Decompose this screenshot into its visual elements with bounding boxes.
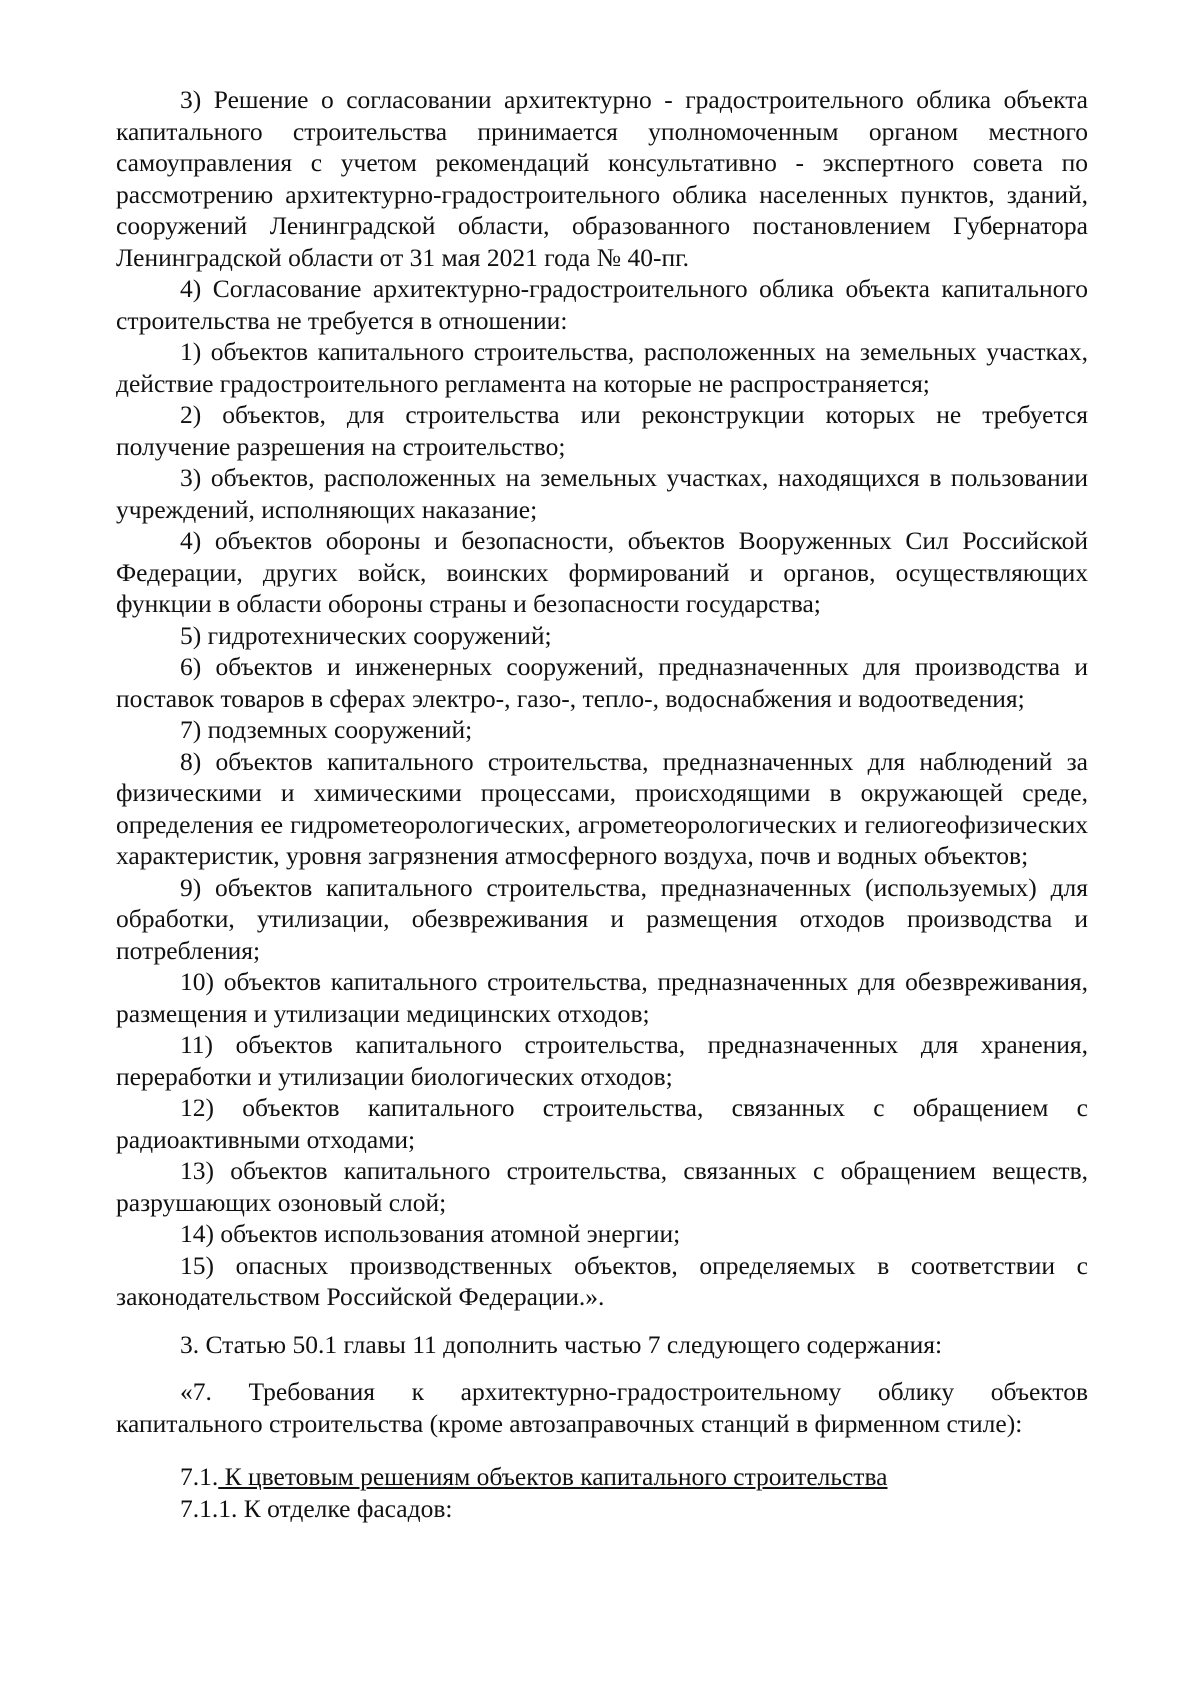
list-item: 13) объектов капитального строительства, связанных с обращением веществ, разрушающих озоновый слой; (116, 1156, 1088, 1217)
list-item: 11) объектов капитального строительства, предназначенных для хранения, переработки и утилизации биологических отходов; (116, 1030, 1088, 1091)
list-item: 10) объектов капитального строительства, предназначенных для обезвреживания, размещения и утилизации медицинских отходов; (116, 967, 1088, 1028)
list-item: 3) объектов, расположенных на земельных участках, находящихся в пользовании учреждений, исполняющих наказание; (116, 463, 1088, 524)
section-title: К цветовым решениям объектов капитального строительства (218, 1462, 888, 1491)
list-item: 2) объектов, для строительства или реконструкции которых не требуется получение разрешения на строительство; (116, 400, 1088, 461)
section-heading (116, 1461, 1088, 1493)
list-item: 14) объектов использования атомной энергии; (180, 1219, 681, 1248)
paragraph-3-decision: 3) Решение о согласовании архитектурно - градостроительного облика объекта капитального строительства принимается уполномоченным органом местного самоуправления с учетом рекомендаций консультативно - экспертного совета по рассмотрению архитектурно-градостроительного облика населенных пунктов, зданий, сооружений Ленинградской области, образованного постановлением Губернатора Ленинградской области от 31 мая 2021 года № 40-пг. (116, 85, 1088, 272)
list-item: 4) объектов обороны и безопасности, объектов Вооруженных Сил Российской Федерации, других войск, воинских формирований и органов, осуществляющих функции в области обороны страны и безопасности государства; (116, 526, 1088, 618)
paragraph-requirements-intro: «7. Требования к архитектурно-градостроительному облику объектов капитального строительства (кроме автозаправочных станций в фирменном стиле): (116, 1377, 1088, 1438)
section-number: 7.1. (180, 1462, 219, 1491)
paragraph-4-exemptions: 4) Согласование архитектурно-градостроительного облика объекта капитального строительства не требуется в отношении: (116, 274, 1088, 335)
paragraph-article-amendment: 3. Статью 50.1 главы 11 дополнить частью 7 следующего содержания: (180, 1329, 943, 1359)
list-item: 1) объектов капитального строительства, расположенных на земельных участках, действие градостроительного регламента на которые не распространяется; (116, 337, 1088, 398)
subsection-heading: 7.1.1. К отделке фасадов: (180, 1493, 453, 1523)
list-item: 6) объектов и инженерных сооружений, предназначенных для производства и поставок товаров в сферах электро-, газо-, тепло-, водоснабжения и водоотведения; (116, 652, 1088, 713)
list-item: 9) объектов капитального строительства, предназначенных (используемых) для обработки, утилизации, обезвреживания и размещения отходов производства и потребления; (116, 872, 1088, 965)
list-item: 8) объектов капитального строительства, предназначенных для наблюдений за физическими и химическими процессами, происходящими в окружающей среде, определения ее гидрометеорологических, агрометеорологических и гелиогеофизических характеристик, уровня загрязнения атмосферного воздуха, почв и водных объектов; (116, 746, 1088, 870)
list-item: 7) подземных сооружений; (180, 715, 473, 744)
list-item: 12) объектов капитального строительства, связанных с обращением с радиоактивными отходами; (116, 1093, 1088, 1154)
document-page (116, 84, 1088, 1524)
list-item: 5) гидротехнических сооружений; (180, 620, 552, 650)
list-item: 15) опасных производственных объектов, определяемых в соответствии с законодательством Российской Федерации.». (116, 1250, 1088, 1311)
